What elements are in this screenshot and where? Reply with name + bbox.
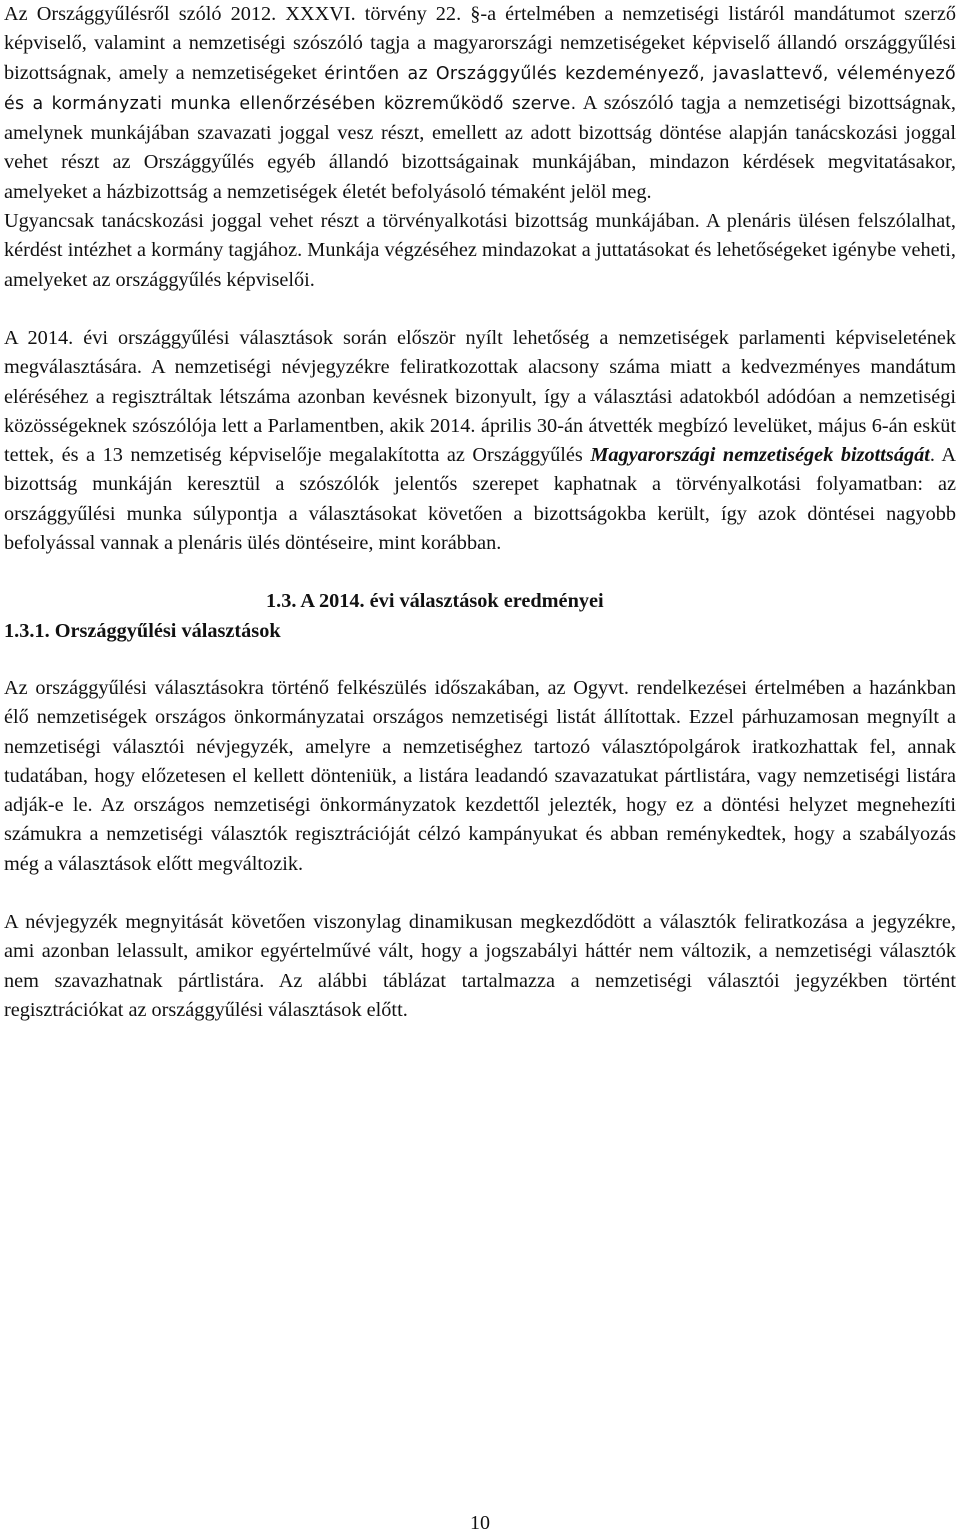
subsection-heading: 1.3.1. Országgyűlési választások [4, 619, 281, 642]
paragraph-2014-elections-part1: A 2014. évi országgyűlési választások során először nyílt lehetőség a nemzetiségek parlamenti képviseletének megválasztására. A nemzetiségi névjegyzékre feliratkozottak alacsony száma miatt a kedvezményes mandátum eléréséhez a regisztráltak létszáma azonban kevésnek bizonyult, így a választási adatokból adódóan a nemzetiségi közösségeknek szószólója lett a Parlamentben, akik 2014. április 30-án átvették megbízó levelüket, május 6-án esküt tettek, és a 13 nemzetiség képviselője megalakította az Országgyűlés [4, 326, 956, 467]
paragraph-registration: A névjegyzék megnyitását követően viszonylag dinamikusan megkezdődött a választók feliratkozása a jegyzékre, ami azonban lelassult, amikor egyértelművé vált, hogy a jogszabályi háttér nem változik, a nemzetiségi választók nem szavazhatnak pártlistára. Az alábbi táblázat tartalmazza a nemzetiségi választói jegyzékben történt regisztrációkat az országgyűlési választások előtt. [4, 911, 956, 1021]
section-heading: 1.3. A 2014. évi választások eredményei [266, 590, 604, 613]
page-number: 10 [470, 1512, 490, 1534]
paragraph-consultative-rights: Ugyancsak tanácskozási joggal vehet részt a törvényalkotási bizottság munkájában. A plenáris ülésen felszólalhat, kérdést intézhet a kormány tagjához. Munkája végzéséhez mindazokat a juttatásokat és lehetőségeket igénybe veheti, amelyeket az országgyűlés képviselői. [4, 210, 956, 291]
paragraph-legal-basis-part2: érintően az Országgyűlés kezdeményező, javaslattevő, véleményező és a kormányzati munka ellenőrzésében közreműködő szerve. [4, 63, 956, 114]
paragraph-legal-basis [4, 0, 956, 207]
paragraph-2014-elections [4, 324, 956, 558]
committee-name-emphasis: Magyarországi nemzetiségek bizottságát [590, 444, 930, 467]
document-page [4, 0, 956, 1025]
paragraph-legal-basis-part3: A szószóló tagja a nemzetiségi bizottságnak, amelynek munkájában szavazati joggal vesz részt, emellett az adott bizottság döntése alapján tanácskozási joggal vehet részt az Országgyűlés egyéb állandó bizottságainak munkájában, mindazon kérdések megvitatásakor, amelyeket a házbizottság a nemzetiségek életét befolyásoló témaként jelöl meg. [4, 91, 956, 203]
paragraph-national-lists: Az országgyűlési választásokra történő felkészülés időszakában, az Ogyvt. rendelkezései értelmében a hazánkban élő nemzetiségek országos önkormányzatai országos nemzetiségi listát állítottak. Ezzel párhuzamosan megnyílt a nemzetiségi választói névjegyzék, amelyre a nemzetiséghez tartozó választópolgárok iratkozhattak fel, annak tudatában, hogy előzetesen el kellett dönteniük, a listára leadandó szavazatukat pártlistára, vagy nemzetiségi listára adják-e le. Az országos nemzetiségi önkormányzatok kezdettől jelezték, hogy ez a döntési helyzet megnehezíti számukra a nemzetiségi választók regisztrációját célzó kampányukat és abban reménykedtek, hogy a szabályozás még a választások előtt megváltozik. [4, 676, 956, 875]
paragraph-2014-elections-part2: . A bizottság munkáján keresztül a szószólók jelentős szerepet kaphatnak a törvényalkotási folyamatban: az országgyűlési munka súlypontja a választásokat követően a bizottságokba került, így azok döntései nagyobb befolyással vannak a plenáris ülés döntéseire, mint korábban. [4, 444, 956, 555]
paragraph-legal-basis-part1: Az Országgyűlésről szóló 2012. XXXVI. törvény 22. §-a értelmében a nemzetiségi listáról mandátumot szerző képviselő, valamint a nemzetiségi szószóló tagja a magyarországi nemzetiségeket képviselő állandó országgyűlési bizottságnak, amely a nemzetiségeket [4, 3, 956, 84]
